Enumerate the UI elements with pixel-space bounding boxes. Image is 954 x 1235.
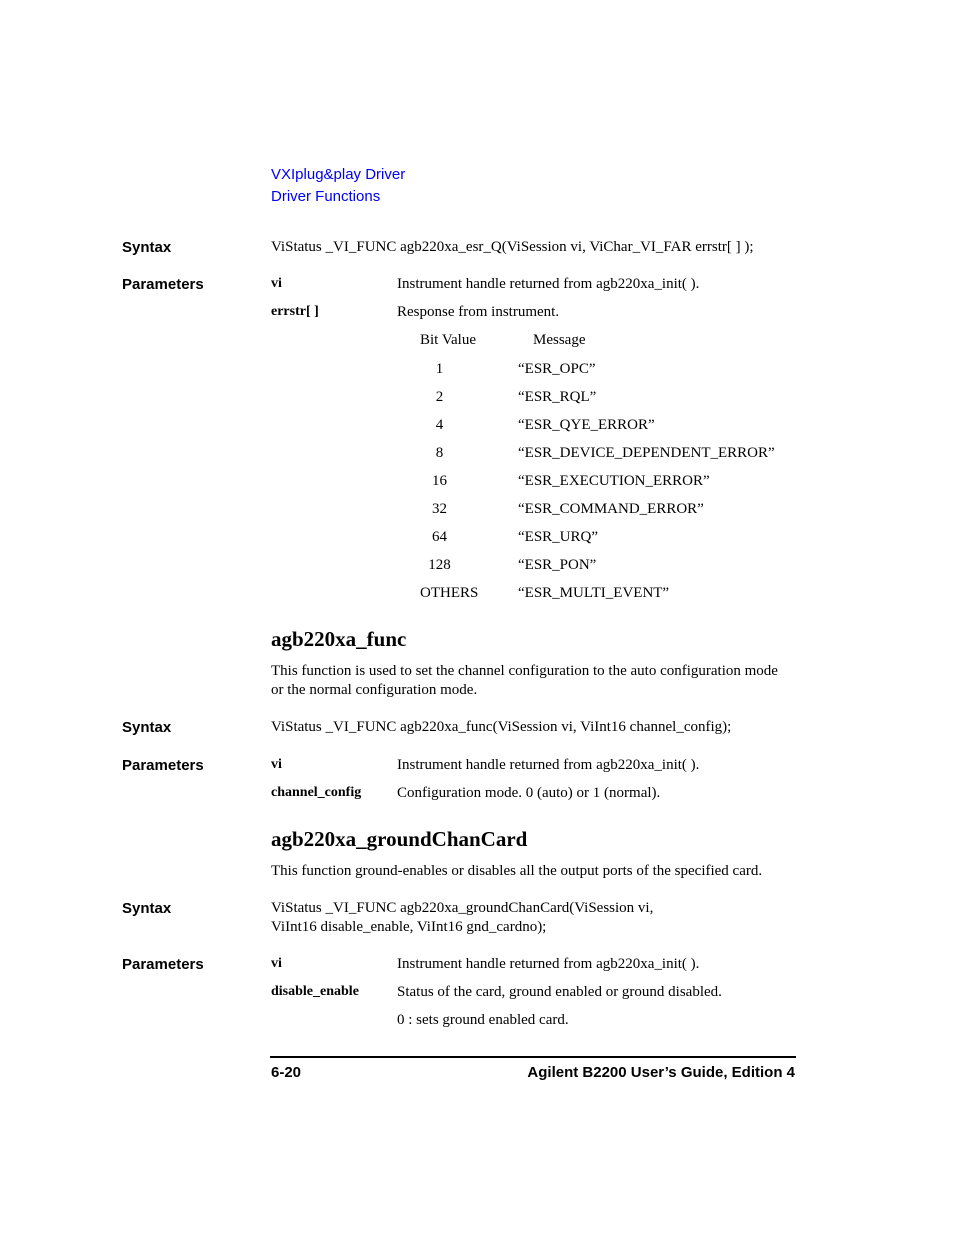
param-name: vi	[271, 757, 282, 772]
syntax-label: Syntax	[122, 719, 172, 736]
table-cell-bit: 16	[432, 473, 447, 489]
table-cell-message: “ESR_EXECUTION_ERROR”	[518, 473, 710, 489]
table-cell-bit: 1	[435, 361, 444, 377]
section-heading-func: agb220xa_func	[271, 627, 407, 651]
func-description-line: This function is used to set the channel configuration to the auto configuration mode	[271, 663, 778, 679]
table-cell-bit: 4	[435, 417, 444, 433]
footer-rule	[270, 1056, 796, 1058]
param-description: Status of the card, ground enabled or ground disabled.	[397, 984, 722, 1000]
groundchancard-description: This function ground-enables or disables all the output ports of the specified card.	[271, 863, 763, 879]
param-description-extra: 0 : sets ground enabled card.	[397, 1012, 569, 1028]
table-cell-message: “ESR_URQ”	[518, 529, 598, 545]
param-name: channel_config	[271, 785, 362, 800]
groundchancard-syntax-line: ViStatus _VI_FUNC agb220xa_groundChanCard(ViSession vi,	[271, 900, 654, 916]
param-description: Instrument handle returned from agb220xa_init( ).	[397, 757, 700, 773]
param-description: Configuration mode. 0 (auto) or 1 (normal).	[397, 785, 661, 801]
table-cell-message: “ESR_OPC”	[518, 361, 596, 377]
param-description: Response from instrument.	[397, 304, 560, 320]
param-name: disable_enable	[271, 984, 359, 999]
table-cell-message: “ESR_RQL”	[518, 389, 597, 405]
table-cell-message: “ESR_COMMAND_ERROR”	[518, 501, 704, 517]
param-name: vi	[271, 956, 282, 971]
groundchancard-syntax-line: ViInt16 disable_enable, ViInt16 gnd_cardno);	[271, 919, 547, 935]
table-cell-bit: 128	[428, 557, 451, 573]
parameters-label: Parameters	[122, 276, 204, 293]
table-header-message: Message	[533, 332, 586, 348]
footer-title: Agilent B2200 User’s Guide, Edition 4	[527, 1064, 795, 1081]
table-header-bit: Bit Value	[420, 332, 476, 348]
esr-q-syntax: ViStatus _VI_FUNC agb220xa_esr_Q(ViSession vi, ViChar_VI_FAR errstr[ ] );	[271, 239, 754, 255]
param-name: errstr[ ]	[271, 304, 319, 319]
param-description: Instrument handle returned from agb220xa_init( ).	[397, 956, 700, 972]
syntax-label: Syntax	[122, 239, 172, 256]
syntax-label: Syntax	[122, 900, 172, 917]
table-cell-message: “ESR_PON”	[518, 557, 597, 573]
parameters-label: Parameters	[122, 757, 204, 774]
breadcrumb-chapter-link[interactable]: VXIplug&play Driver	[271, 166, 406, 183]
section-heading-groundchancard: agb220xa_groundChanCard	[271, 827, 528, 851]
table-cell-message: “ESR_DEVICE_DEPENDENT_ERROR”	[518, 445, 775, 461]
breadcrumb-section-link[interactable]: Driver Functions	[271, 188, 381, 205]
table-cell-bit: 8	[435, 445, 444, 461]
table-cell-bit: OTHERS	[420, 585, 479, 601]
table-cell-bit: 64	[432, 529, 447, 545]
table-cell-message: “ESR_MULTI_EVENT”	[518, 585, 670, 601]
table-cell-bit: 32	[432, 501, 447, 517]
func-syntax: ViStatus _VI_FUNC agb220xa_func(ViSession vi, ViInt16 channel_config);	[271, 719, 732, 735]
parameters-label: Parameters	[122, 956, 204, 973]
table-cell-bit: 2	[435, 389, 444, 405]
page-number: 6-20	[271, 1064, 302, 1081]
param-description: Instrument handle returned from agb220xa_init( ).	[397, 276, 700, 292]
func-description-line: or the normal configuration mode.	[271, 682, 478, 698]
param-name: vi	[271, 276, 282, 291]
table-cell-message: “ESR_QYE_ERROR”	[518, 417, 655, 433]
